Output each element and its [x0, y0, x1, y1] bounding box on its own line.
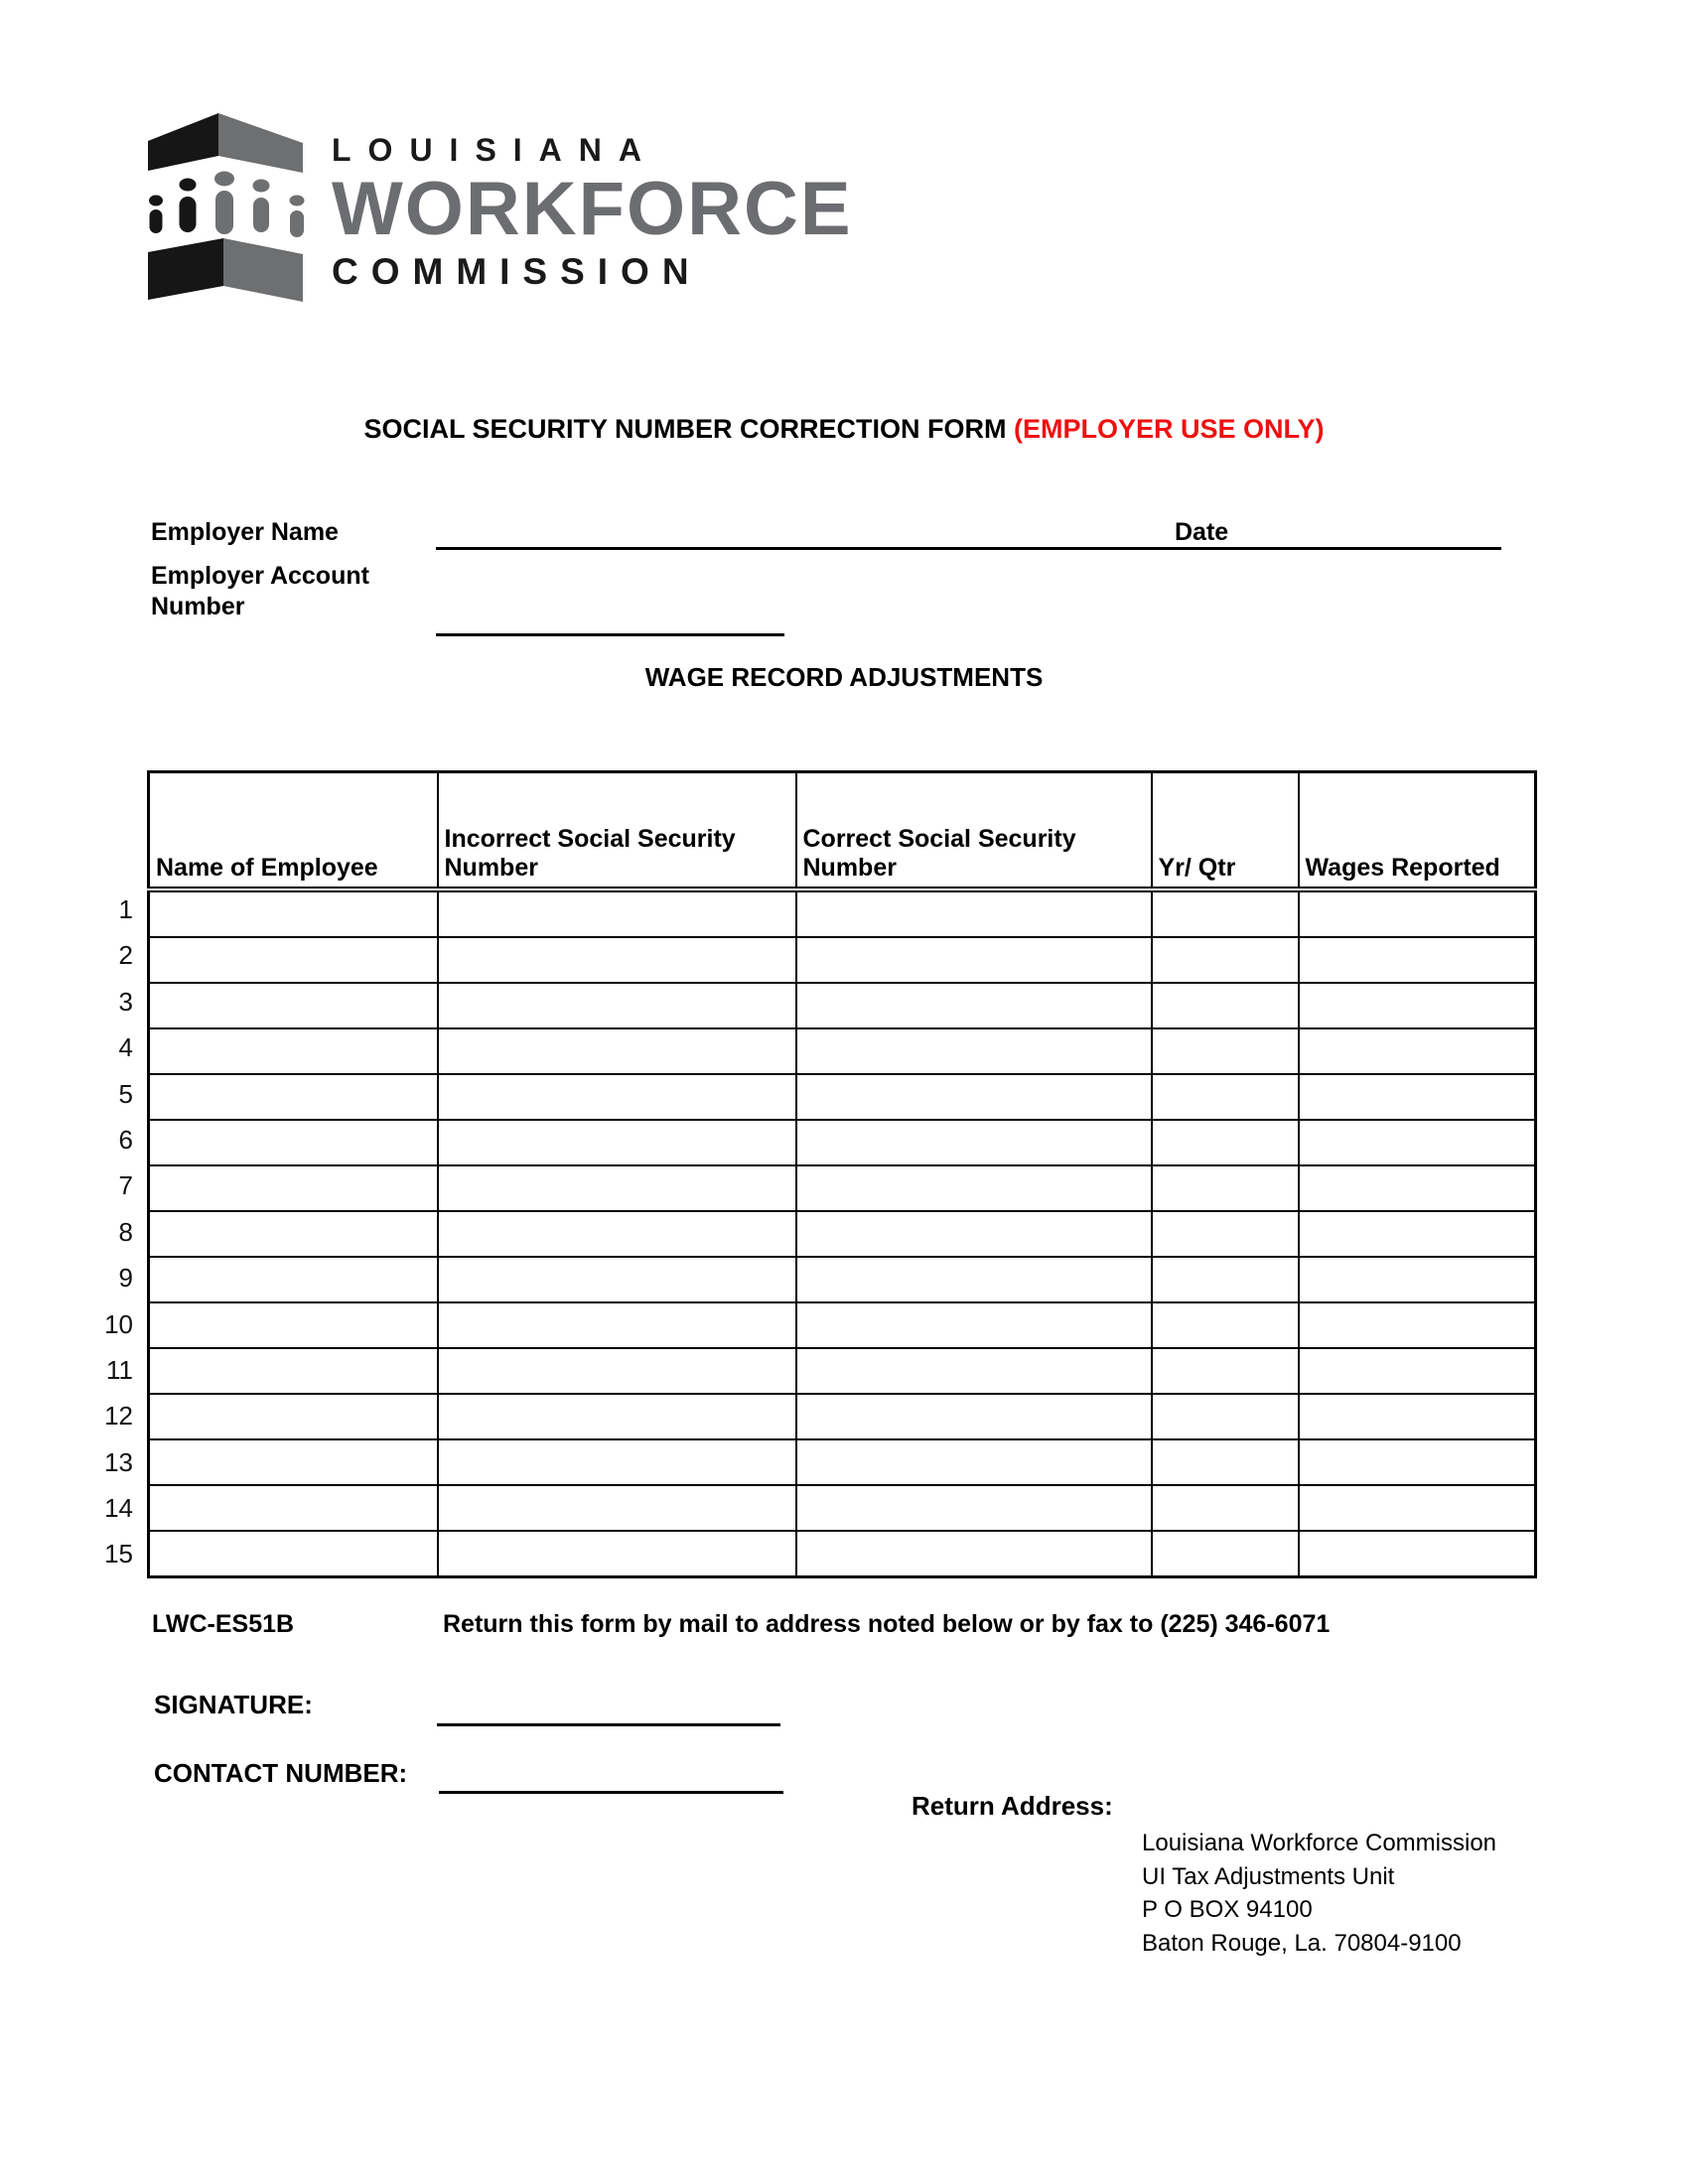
table-cell[interactable] [1152, 1211, 1299, 1257]
table-cell[interactable] [796, 1165, 1152, 1211]
table-cell[interactable] [796, 1394, 1152, 1439]
table-cell[interactable] [1299, 1439, 1536, 1485]
table-cell[interactable] [438, 937, 796, 983]
table-cell[interactable] [149, 937, 438, 983]
row-number: 5 [118, 1078, 133, 1109]
contact-number-input-line[interactable] [439, 1791, 783, 1794]
table-cell[interactable] [1152, 1074, 1299, 1120]
table-cell[interactable] [149, 1028, 438, 1074]
table-cell[interactable] [796, 1531, 1152, 1577]
wage-adjustments-table [147, 770, 1537, 1578]
table-cell[interactable] [796, 1485, 1152, 1531]
table-cell[interactable] [149, 983, 438, 1028]
table-cell[interactable] [1299, 983, 1536, 1028]
table-cell[interactable] [796, 1120, 1152, 1165]
form-number: LWC-ES51B [152, 1610, 295, 1638]
table-cell[interactable] [438, 1348, 796, 1394]
table-cell[interactable] [1152, 1394, 1299, 1439]
table-row [149, 1120, 1536, 1165]
table-row [149, 1211, 1536, 1257]
table-cell[interactable] [149, 1257, 438, 1302]
table-cell[interactable] [438, 1302, 796, 1348]
return-address-line: UI Tax Adjustments Unit [1142, 1862, 1395, 1890]
return-address-label: Return Address: [912, 1791, 1113, 1821]
table-cell[interactable] [1299, 1348, 1536, 1394]
table-cell[interactable] [796, 889, 1152, 937]
table-cell[interactable] [1152, 1028, 1299, 1074]
signature-input-line[interactable] [437, 1723, 780, 1726]
table-cell[interactable] [149, 1211, 438, 1257]
table-cell[interactable] [438, 1531, 796, 1577]
table-cell[interactable] [149, 1074, 438, 1120]
table-cell[interactable] [1299, 1120, 1536, 1165]
row-number: 12 [104, 1401, 133, 1432]
col-header-yr-qtr: Yr/ Qtr [1152, 772, 1299, 890]
table-cell[interactable] [149, 1394, 438, 1439]
row-number: 14 [104, 1493, 133, 1524]
table-cell[interactable] [438, 1211, 796, 1257]
table-cell[interactable] [1299, 1257, 1536, 1302]
table-row [149, 1257, 1536, 1302]
table-cell[interactable] [796, 983, 1152, 1028]
form-title-employer-use-only: (EMPLOYER USE ONLY) [1013, 414, 1325, 444]
employer-name-label: Employer Name [151, 518, 339, 546]
logo-commission: COMMISSION [332, 251, 702, 292]
logo-workforce: WORKFORCE [332, 167, 853, 251]
row-number: 13 [104, 1446, 133, 1477]
table-cell[interactable] [1152, 1120, 1299, 1165]
table-cell[interactable] [1299, 1302, 1536, 1348]
table-cell[interactable] [1299, 1485, 1536, 1531]
table-cell[interactable] [1299, 937, 1536, 983]
table-cell[interactable] [1152, 1165, 1299, 1211]
table-cell[interactable] [796, 1074, 1152, 1120]
row-number: 10 [104, 1308, 133, 1339]
table-row [149, 1394, 1536, 1439]
table-cell[interactable] [796, 1302, 1152, 1348]
row-number: 3 [118, 986, 133, 1017]
table-cell[interactable] [1299, 1165, 1536, 1211]
table-row [149, 1028, 1536, 1074]
signature-label: SIGNATURE: [154, 1690, 313, 1719]
col-header-correct-ssn: Correct Social Security Number [796, 772, 1152, 890]
date-label: Date [1175, 518, 1229, 546]
col-header-wages-reported: Wages Reported [1299, 772, 1536, 890]
table-cell[interactable] [1299, 889, 1536, 937]
col-header-incorrect-ssn: Incorrect Social Security Number [438, 772, 796, 890]
table-row [149, 937, 1536, 983]
wage-table-body [149, 889, 1536, 1577]
table-header-row [149, 772, 1536, 890]
table-row [149, 889, 1536, 937]
lwc-logo [139, 111, 853, 306]
table-cell[interactable] [796, 1348, 1152, 1394]
table-cell[interactable] [1152, 1348, 1299, 1394]
table-cell[interactable] [796, 1028, 1152, 1074]
table-cell[interactable] [1299, 1074, 1536, 1120]
table-cell[interactable] [438, 1120, 796, 1165]
form-title-main: SOCIAL SECURITY NUMBER CORRECTION FORM [363, 414, 1014, 444]
table-cell[interactable] [796, 937, 1152, 983]
table-cell[interactable] [149, 1439, 438, 1485]
table-cell[interactable] [438, 1439, 796, 1485]
col-header-name-of-employee: Name of Employee [149, 772, 438, 890]
row-number: 8 [118, 1216, 133, 1247]
table-cell[interactable] [1299, 1211, 1536, 1257]
table-cell[interactable] [438, 1394, 796, 1439]
return-instruction: Return this form by mail to address noted below or by fax to (225) 346-6071 [443, 1610, 1331, 1638]
table-row [149, 983, 1536, 1028]
table-cell[interactable] [1152, 1302, 1299, 1348]
table-cell[interactable] [1299, 1394, 1536, 1439]
table-row [149, 1074, 1536, 1120]
table-cell[interactable] [149, 1485, 438, 1531]
lwc-logo-text [332, 111, 853, 292]
row-number: 7 [118, 1170, 133, 1201]
table-cell[interactable] [1299, 1028, 1536, 1074]
row-number: 11 [106, 1354, 133, 1385]
employer-account-label: Employer Account Number [151, 562, 369, 620]
table-cell[interactable] [1152, 1257, 1299, 1302]
table-row [149, 1302, 1536, 1348]
table-cell[interactable] [438, 889, 796, 937]
table-cell[interactable] [1152, 1485, 1299, 1531]
table-cell[interactable] [1152, 1531, 1299, 1577]
table-cell[interactable] [438, 983, 796, 1028]
row-number: 4 [118, 1032, 133, 1063]
table-cell[interactable] [149, 1531, 438, 1577]
table-row [149, 1439, 1536, 1485]
section-heading: WAGE RECORD ADJUSTMENTS [644, 662, 1044, 692]
employer-account-input-line[interactable] [436, 633, 784, 636]
row-number: 6 [118, 1124, 133, 1155]
row-number: 1 [118, 894, 133, 924]
table-cell[interactable] [149, 1165, 438, 1211]
logo-louisiana: LOUISIANA [332, 132, 658, 168]
table-cell[interactable] [438, 1074, 796, 1120]
table-cell[interactable] [438, 1485, 796, 1531]
return-address-line: Louisiana Workforce Commission [1142, 1830, 1497, 1856]
table-cell[interactable] [438, 1257, 796, 1302]
table-row [149, 1531, 1536, 1577]
employer-name-input-line[interactable] [436, 547, 1501, 550]
table-cell[interactable] [1152, 983, 1299, 1028]
return-address-line: Baton Rouge, La. 70804-9100 [1142, 1929, 1462, 1957]
table-cell[interactable] [1299, 1531, 1536, 1577]
table-cell[interactable] [149, 889, 438, 937]
row-number: 2 [118, 940, 133, 971]
table-cell[interactable] [149, 1348, 438, 1394]
table-cell[interactable] [438, 1028, 796, 1074]
table-cell[interactable] [1152, 889, 1299, 937]
table-row [149, 1165, 1536, 1211]
table-cell[interactable] [796, 1211, 1152, 1257]
table-cell[interactable] [438, 1165, 796, 1211]
return-address-block [1142, 1827, 1496, 1960]
row-number: 9 [118, 1263, 133, 1294]
contact-number-label: CONTACT NUMBER: [154, 1758, 408, 1788]
form-title [0, 414, 1688, 445]
table-cell[interactable] [1152, 937, 1299, 983]
row-numbers [91, 887, 139, 1577]
table-cell[interactable] [796, 1257, 1152, 1302]
table-row [149, 1348, 1536, 1394]
table-cell[interactable] [1152, 1439, 1299, 1485]
row-number: 15 [104, 1539, 133, 1570]
table-cell[interactable] [796, 1439, 1152, 1485]
table-cell[interactable] [149, 1120, 438, 1165]
table-row [149, 1485, 1536, 1531]
lwc-logo-mark-icon [139, 111, 308, 306]
table-cell[interactable] [149, 1302, 438, 1348]
return-address-line: P O BOX 94100 [1142, 1896, 1313, 1923]
